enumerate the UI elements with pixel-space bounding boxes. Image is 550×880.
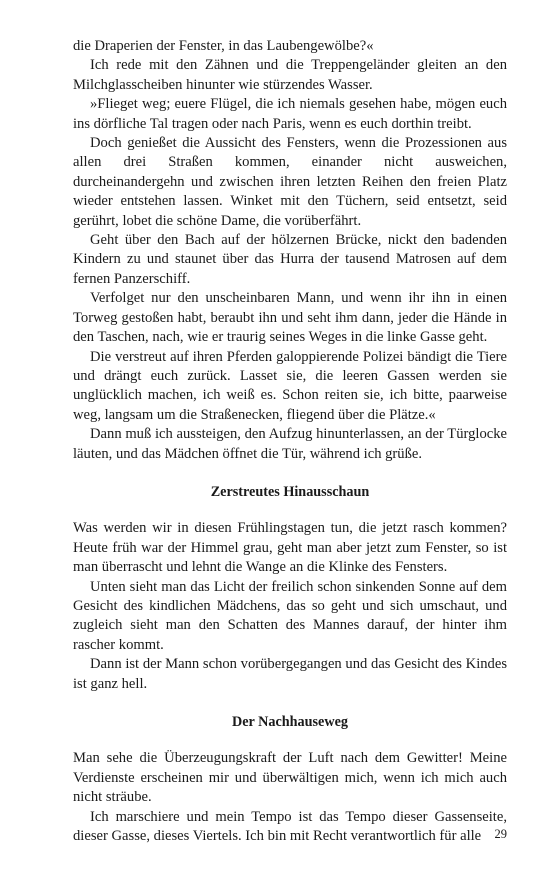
paragraph: Geht über den Bach auf der hölzernen Brücke, nickt den badenden Kindern zu und staunet über das Hurra der tausend Matrosen auf dem fernen Panzerschiff. [73, 232, 507, 287]
paragraph: die Draperien der Fenster, in das Laubengewölbe?« [73, 38, 374, 54]
paragraph: Die verstreut auf ihren Pferden galoppierende Polizei bändigt die Tiere und drängt euch zurück. Lasset sie, die leeren Gassen werden sie unglücklich machen, ich weiß es. Schon reiten sie, ich bitte, paarweise weg, langsam um die Straßenecken, fliegend über die Plätze.« [73, 348, 507, 423]
section-heading: Zerstreutes Hinausschaun [210, 483, 370, 500]
paragraph: Man sehe die Überzeugungskraft der Luft nach dem Gewitter! Meine Verdienste erscheinen mir und überwältigen mich, wenn ich mich auch nicht sträube. [73, 750, 507, 806]
page-body [73, 37, 507, 846]
paragraph: Doch genießet die Aussicht des Fensters, wenn die Prozessionen aus allen drei Straßen kommen, einander nicht ausweichen, durcheinandergehn und zwischen ihren letzten Reihen den freien Platz wieder entstehen lassen. Winket mit den Tüchern, seid entsetzt, seid gerührt, lobet die schöne Dame, die vorüberfährt. [73, 135, 507, 229]
paragraph: Dann muß ich aussteigen, den Aufzug hinunterlassen, an der Türglocke läuten, und das Mädchen öffnet die Tür, während ich grüße. [73, 426, 507, 462]
paragraph: Ich rede mit den Zähnen und die Treppengeländer gleiten an den Milchglasscheiben hinunter wie stürzendes Wasser. [73, 57, 507, 93]
paragraph: »Flieget weg; euere Flügel, die ich niemals gesehen habe, mögen euch ins dörfliche Tal tragen oder nach Paris, wenn es euch dorthin treibt. [73, 96, 507, 132]
section-heading: Der Nachhauseweg [232, 714, 348, 730]
page-number: 29 [494, 827, 507, 841]
paragraph: Ich marschiere und mein Tempo ist das Tempo dieser Gassenseite, dieser Gasse, dieses Viertels. Ich bin mit Recht verantwortlich für alle [73, 808, 507, 845]
paragraph: Unten sieht man das Licht der freilich schon sinkenden Sonne auf dem Gesicht des kindlichen Mädchens, das so geht und sich umschaut, und zugleich sieht man den Schatten des Mannes darauf, der hinter ihm rascher kommt. [73, 578, 507, 653]
paragraph: Verfolget nur den unscheinbaren Mann, und wenn ihr ihn in einen Torweg gestoßen habt, beraubt ihn und seht ihm dann, jeder die Hände in den Taschen, nach, wie er traurig seines Weges in die linke Gasse geht. [73, 290, 507, 346]
paragraph: Was werden wir in diesen Frühlingstagen tun, die jetzt rasch kommen? Heute früh war der Himmel grau, geht man aber jetzt zum Fenster, so ist man überrascht und lehnt die Wange an die Klinke des Fensters. [73, 520, 507, 576]
paragraph: Dann ist der Mann schon vorübergegangen und das Gesicht des Kindes ist ganz hell. [73, 656, 507, 692]
